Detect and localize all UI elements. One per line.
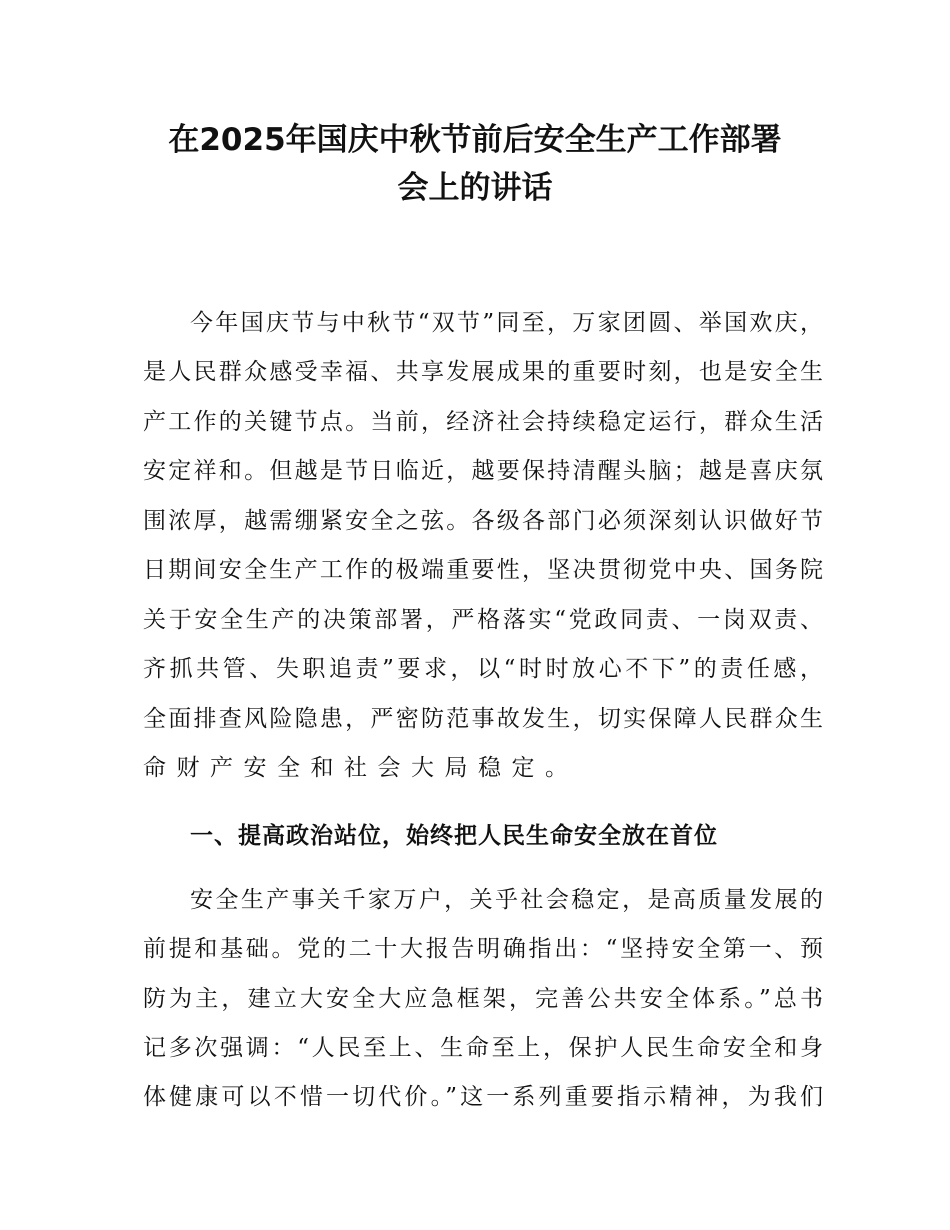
- text-line: 前提和基础。党的二十大报告明确指出：“坚持安全第一、预: [143, 936, 823, 962]
- text-line: 防为主，建立大安全大应急框架，完善公共安全体系。”总书: [143, 986, 823, 1012]
- text-line: 今年国庆节与中秋节“双节”同至，万家团圆、举国欢庆，: [190, 310, 823, 336]
- text-line: 产工作的关键节点。当前，经济社会持续稳定运行，群众生活: [143, 409, 823, 435]
- document-title-line-1: 在2025年国庆中秋节前后安全生产工作部署: [168, 122, 782, 158]
- text-line: 安定祥和。但越是节日临近，越要保持清醒头脑；越是喜庆氛: [143, 458, 823, 484]
- text-line: 关于安全生产的决策部署，严格落实“党政同责、一岗双责、: [143, 607, 823, 633]
- text-line: 记多次强调：“人民至上、生命至上，保护人民生命安全和身: [143, 1035, 823, 1061]
- document-title-line-2: 会上的讲话: [397, 170, 553, 206]
- text-line: 体健康可以不惜一切代价。”这一系列重要指示精神，为我们: [143, 1084, 823, 1110]
- text-line: 全面排查风险隐患，严密防范事故发生，切实保障人民群众生: [143, 706, 823, 732]
- text-line: 日期间安全生产工作的极端重要性，坚决贯彻党中央、国务院: [143, 557, 823, 583]
- text-line: 命财产安全和社会大局稳定。: [143, 755, 579, 781]
- text-line: 齐抓共管、失职追责”要求，以“时时放心不下”的责任感，: [143, 656, 823, 682]
- text-line: 是人民群众感受幸福、共享发展成果的重要时刻，也是安全生: [143, 359, 823, 385]
- text-line: 安全生产事关千家万户，关乎社会稳定，是高质量发展的: [190, 887, 823, 913]
- section-heading: 一、提高政治站位，始终把人民生命安全放在首位: [190, 823, 718, 849]
- text-line: 围浓厚，越需绷紧安全之弦。各级各部门必须深刻认识做好节: [143, 508, 823, 534]
